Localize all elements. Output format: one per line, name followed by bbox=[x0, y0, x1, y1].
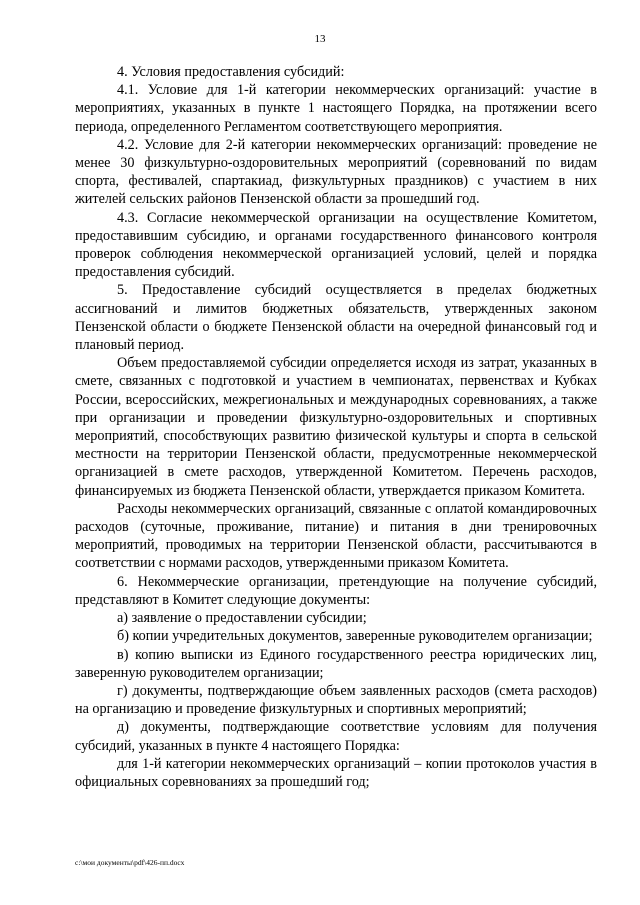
page-number: 13 bbox=[314, 33, 326, 45]
list-item-d: д) документы, подтверждающие соответствие условиям для получения субсидий, указанных в пункте 4 настоящего Порядка: bbox=[75, 719, 597, 754]
paragraph-4-1: 4.1. Условие для 1-й категории некоммерческих организаций: участие в мероприятиях, указанных в пункте 1 настоящего Порядка, на протяжении всего периода, определенного Регламентом соответствующего мероприятия. bbox=[75, 82, 597, 135]
list-item-g: г) документы, подтверждающие объем заявленных расходов (смета расходов) на организацию и проведение физкультурных и спортивных мероприятий; bbox=[75, 682, 597, 718]
list-item-a: а) заявление о предоставлении субсидии; bbox=[117, 610, 367, 627]
paragraph-travel-expenses: Расходы некоммерческих организаций, связанные с оплатой командировочных расходов (суточные, проживание, питание) и питания в дни тренировочных мероприятий, проводимых на территории Пензенской области, рассчитываются в соответствии с нормами расходов, утвержденными приказом Комитета. bbox=[75, 500, 597, 572]
footer-file-path: c:\мои документы\pdf\426-пп.docx bbox=[75, 858, 185, 867]
paragraph-6: 6. Некоммерческие организации, претендующие на получение субсидий, представляют в Комитет следующие документы: bbox=[75, 573, 597, 608]
document-body bbox=[75, 63, 597, 791]
paragraph-conditions-heading: 4. Условия предоставления субсидий: bbox=[117, 64, 345, 80]
paragraph-subsidy-volume: Объем предоставляемой субсидии определяется исходя из затрат, указанных в смете, связанных с подготовкой и участием в чемпионатах, первенствах и Кубках России, всероссийских, межрегиональных и международных соревнованиях, а также при организации и проведении физкультурно-оздоровительных и спортивных мероприятий, способствующих развитию физической культуры и спорта в сельской местности на территории Пензенской области, предусмотренные некоммерческой организацией в смете расходов, утвержденной Комитетом. Перечень расходов, финансируемых из бюджета Пензенской области, утверждается приказом Комитета. bbox=[75, 355, 597, 499]
list-item-b: б) копии учредительных документов, заверенные руководителем организации; bbox=[117, 628, 593, 645]
paragraph-category-1-docs: для 1-й категории некоммерческих организаций – копии протоколов участия в официальных соревнованиях за прошедший год; bbox=[75, 755, 597, 790]
paragraph-4-3: 4.3. Согласие некоммерческой организации на осуществление Комитетом, предоставившим субсидию, и органами государственного финансового контроля проверок соблюдения некоммерческой организацией условий, целей и порядка предоставления субсидий. bbox=[75, 209, 597, 281]
paragraph-5: 5. Предоставление субсидий осуществляется в пределах бюджетных ассигнований и лимитов бюджетных обязательств, утвержденных законом Пензенской области о бюджете Пензенской области на очередной финансовый год и плановый период. bbox=[75, 282, 597, 354]
paragraph-4-2: 4.2. Условие для 2-й категории некоммерческих организаций: проведение не менее 30 физкультурно-оздоровительных мероприятий (соревнований по видам спорта, фестивалей, спартакиад, физкультурных праздников) с участием в них жителей сельских районов Пензенской области за прошедший год. bbox=[75, 136, 597, 208]
list-item-v: в) копию выписки из Единого государственного реестра юридических лиц, заверенную руководителем организации; bbox=[75, 646, 597, 681]
